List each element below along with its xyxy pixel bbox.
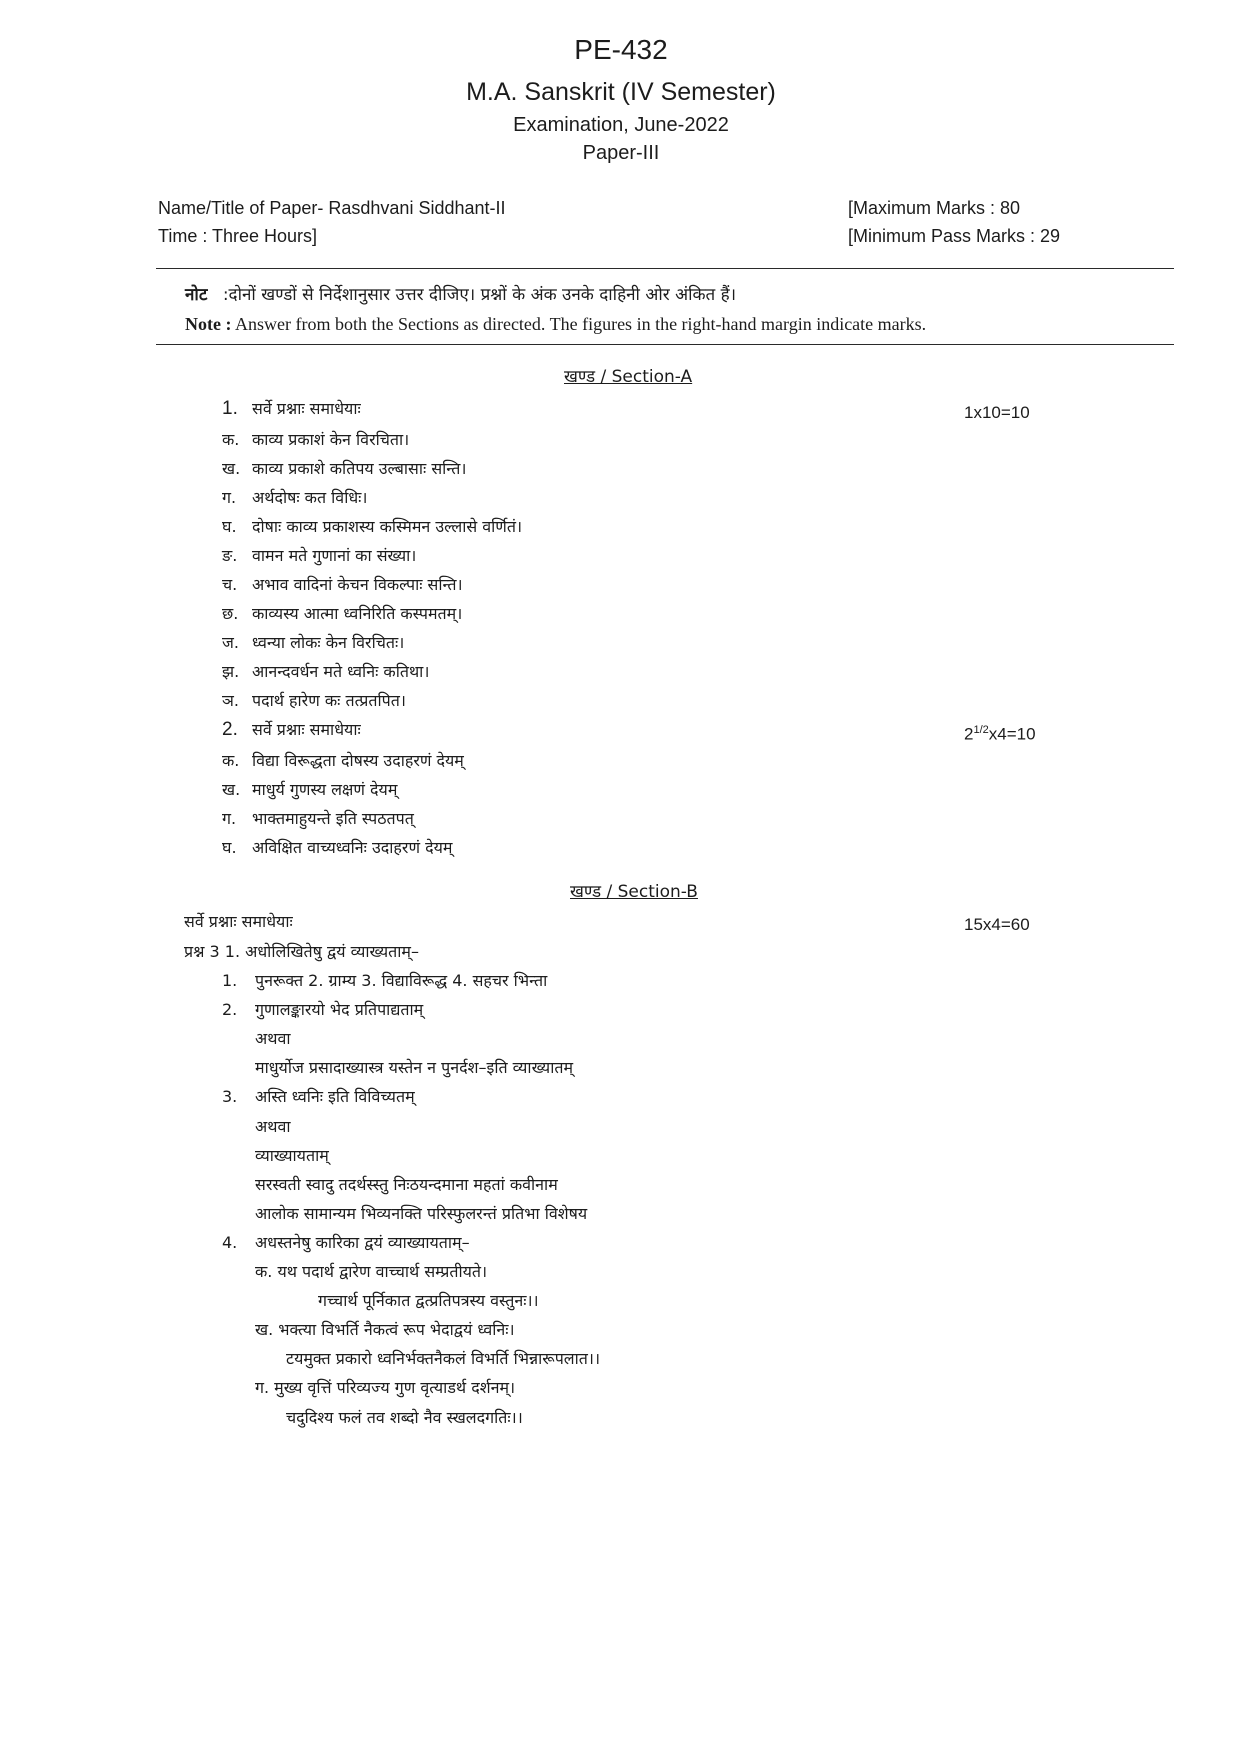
item-text: क. यथ पदार्थ द्वारेण वाच्चार्थ सम्प्रतीयते।	[255, 1262, 488, 1281]
item-label: ग.	[222, 488, 237, 507]
item-label: ख.	[222, 459, 241, 478]
item-text: चदुदिश्य फलं तव शब्दो नैव स्खलदगतिः।।	[286, 1408, 523, 1427]
course-title: M.A. Sanskrit (IV Semester)	[466, 78, 776, 106]
item-label: घ.	[222, 838, 237, 857]
item-label: 4.	[222, 1233, 238, 1252]
paper-code: PE-432	[574, 34, 668, 65]
divider-top	[156, 268, 1174, 269]
maximum-marks: [Maximum Marks : 80	[848, 198, 1021, 218]
item-text: ख. भक्त्या विभर्ति नैकत्वं रूप भेदाद्वयं ध्वनिः।	[255, 1320, 515, 1339]
item-label: झ.	[222, 662, 240, 681]
item-text: दोषाः काव्य प्रकाशस्य कस्मिमन उल्लासे वर्णितं।	[252, 517, 523, 536]
note-hindi-label: नोट	[185, 285, 208, 305]
item-text: ग. मुख्य वृत्तिं परिव्यज्य गुण वृत्याडर्थ दर्शनम्।	[255, 1378, 516, 1397]
item-text: सरस्वती स्वादु तदर्थस्स्तु निःठयन्दमाना महतां कवीनाम	[255, 1175, 558, 1194]
item-text: अधस्तनेषु कारिका द्वयं व्याख्यायताम्–	[255, 1233, 470, 1252]
item-text: माधुर्योज प्रसादाख्यास्त्र यस्तेन न पुनर्दश–इति व्याख्यातम्	[255, 1058, 574, 1077]
item-text: अस्ति ध्वनिः इति विविच्यतम्	[255, 1087, 415, 1106]
item-text: आलोक सामान्यम भिव्यनक्ति परिस्फुलरन्तं प्रतिभा विशेषय	[255, 1204, 588, 1223]
item-label: क.	[222, 430, 240, 449]
item-text: टयमुक्त प्रकारो ध्वनिर्भक्तनैकलं विभर्ति भिन्नारूपलात।।	[286, 1349, 601, 1368]
item-text: काव्यस्य आत्मा ध्वनिरिति कस्पमतम्।	[252, 604, 463, 623]
item-text: अभाव वादिनां केचन विकल्पाः सन्ति।	[252, 575, 463, 594]
item-label: छ.	[222, 604, 239, 623]
item-label: ख.	[222, 780, 241, 799]
question-marks	[964, 724, 1036, 744]
marks-base: 2	[964, 724, 974, 744]
item-text: पुनरूक्त 2. ग्राम्य 3. विद्याविरूद्ध 4. सहचर भिन्ता	[255, 971, 548, 990]
section-a-heading: खण्ड / Section-A	[564, 367, 693, 387]
section-b-heading: खण्ड / Section-B	[570, 882, 698, 902]
item-text: ध्वन्या लोकः केन विरचितः।	[252, 633, 405, 652]
paper-name-title: Name/Title of Paper- Rasdhvani Siddhant-II	[158, 198, 506, 218]
item-text: माधुर्य गुणस्य लक्षणं देयम्	[252, 780, 398, 799]
question-number: 2.	[222, 719, 238, 740]
item-text: पदार्थ हारेण कः तत्प्रतपित।	[252, 691, 406, 710]
item-label: 3.	[222, 1087, 238, 1106]
question-number: 1.	[222, 398, 238, 419]
item-text: गुणालङ्कारयो भेद प्रतिपाद्यताम्	[255, 1000, 424, 1019]
item-text: व्याख्यायताम्	[255, 1146, 329, 1165]
item-label: 2.	[222, 1000, 238, 1019]
note-hindi-text: :दोनों खण्डों से निर्देशानुसार उत्तर दीजिए। प्रश्नों के अंक उनके दाहिनी ओर अंकित हैं।	[222, 285, 737, 305]
item-label: ञ.	[222, 691, 239, 710]
item-text: अथवा	[255, 1029, 291, 1048]
question-marks: 1x10=10	[964, 403, 1030, 422]
section-b-marks: 15x4=60	[964, 915, 1030, 934]
item-text: वामन मते गुणानां का संख्या।	[252, 546, 417, 565]
item-label: ग.	[222, 809, 237, 828]
item-text: गच्चार्थ पूर्निकात द्वत्प्रतिपत्रस्य वस्तुनः।।	[318, 1291, 539, 1310]
question-3-intro: प्रश्न 3 1. अधोलिखितेषु द्वयं व्याख्यताम्–	[184, 942, 419, 961]
item-label: 1.	[222, 971, 238, 990]
note-english-label: Note :	[185, 314, 232, 334]
item-text: काव्य प्रकाशे कतिपय उल्बासाः सन्ति।	[252, 459, 467, 478]
item-label: ङ.	[222, 546, 238, 565]
item-label: घ.	[222, 517, 237, 536]
question-text: सर्वे प्रश्नाः समाधेयाः	[252, 720, 361, 739]
note-hindi	[185, 286, 736, 306]
item-label: ज.	[222, 633, 239, 652]
section-b-instruction: सर्वे प्रश्नाः समाधेयाः	[184, 912, 293, 931]
divider-bottom	[156, 344, 1174, 345]
exam-title: Examination, June-2022	[513, 114, 729, 136]
item-text: आनन्दवर्धन मते ध्वनिः कतिथा।	[252, 662, 430, 681]
item-label: क.	[222, 751, 240, 770]
marks-rest: x4=10	[988, 724, 1036, 744]
minimum-pass-marks: [Minimum Pass Marks : 29	[848, 226, 1061, 246]
item-text: अविक्षित वाच्यध्वनिः उदाहरणं देयम्	[252, 838, 453, 857]
item-text: विद्या विरूद्धता दोषस्य उदाहरणं देयम्	[252, 751, 464, 770]
paper-number: Paper-III	[582, 142, 660, 164]
item-label: च.	[222, 575, 238, 594]
item-text: अर्थदोषः कत विधिः।	[252, 488, 368, 507]
question-text: सर्वे प्रश्नाः समाधेयाः	[252, 399, 361, 418]
item-text: भाक्तमाहुयन्ते इति स्पठतपत्	[252, 809, 414, 828]
note-english-text: Answer from both the Sections as directed. The figures in the right-hand margin indicate marks.	[235, 314, 927, 334]
marks-fraction: 1/2	[973, 724, 989, 736]
note-english	[185, 314, 926, 335]
item-text: अथवा	[255, 1117, 291, 1136]
item-text: काव्य प्रकाशं केन विरचिता।	[252, 430, 410, 449]
time-allowed: Time : Three Hours]	[158, 226, 318, 246]
